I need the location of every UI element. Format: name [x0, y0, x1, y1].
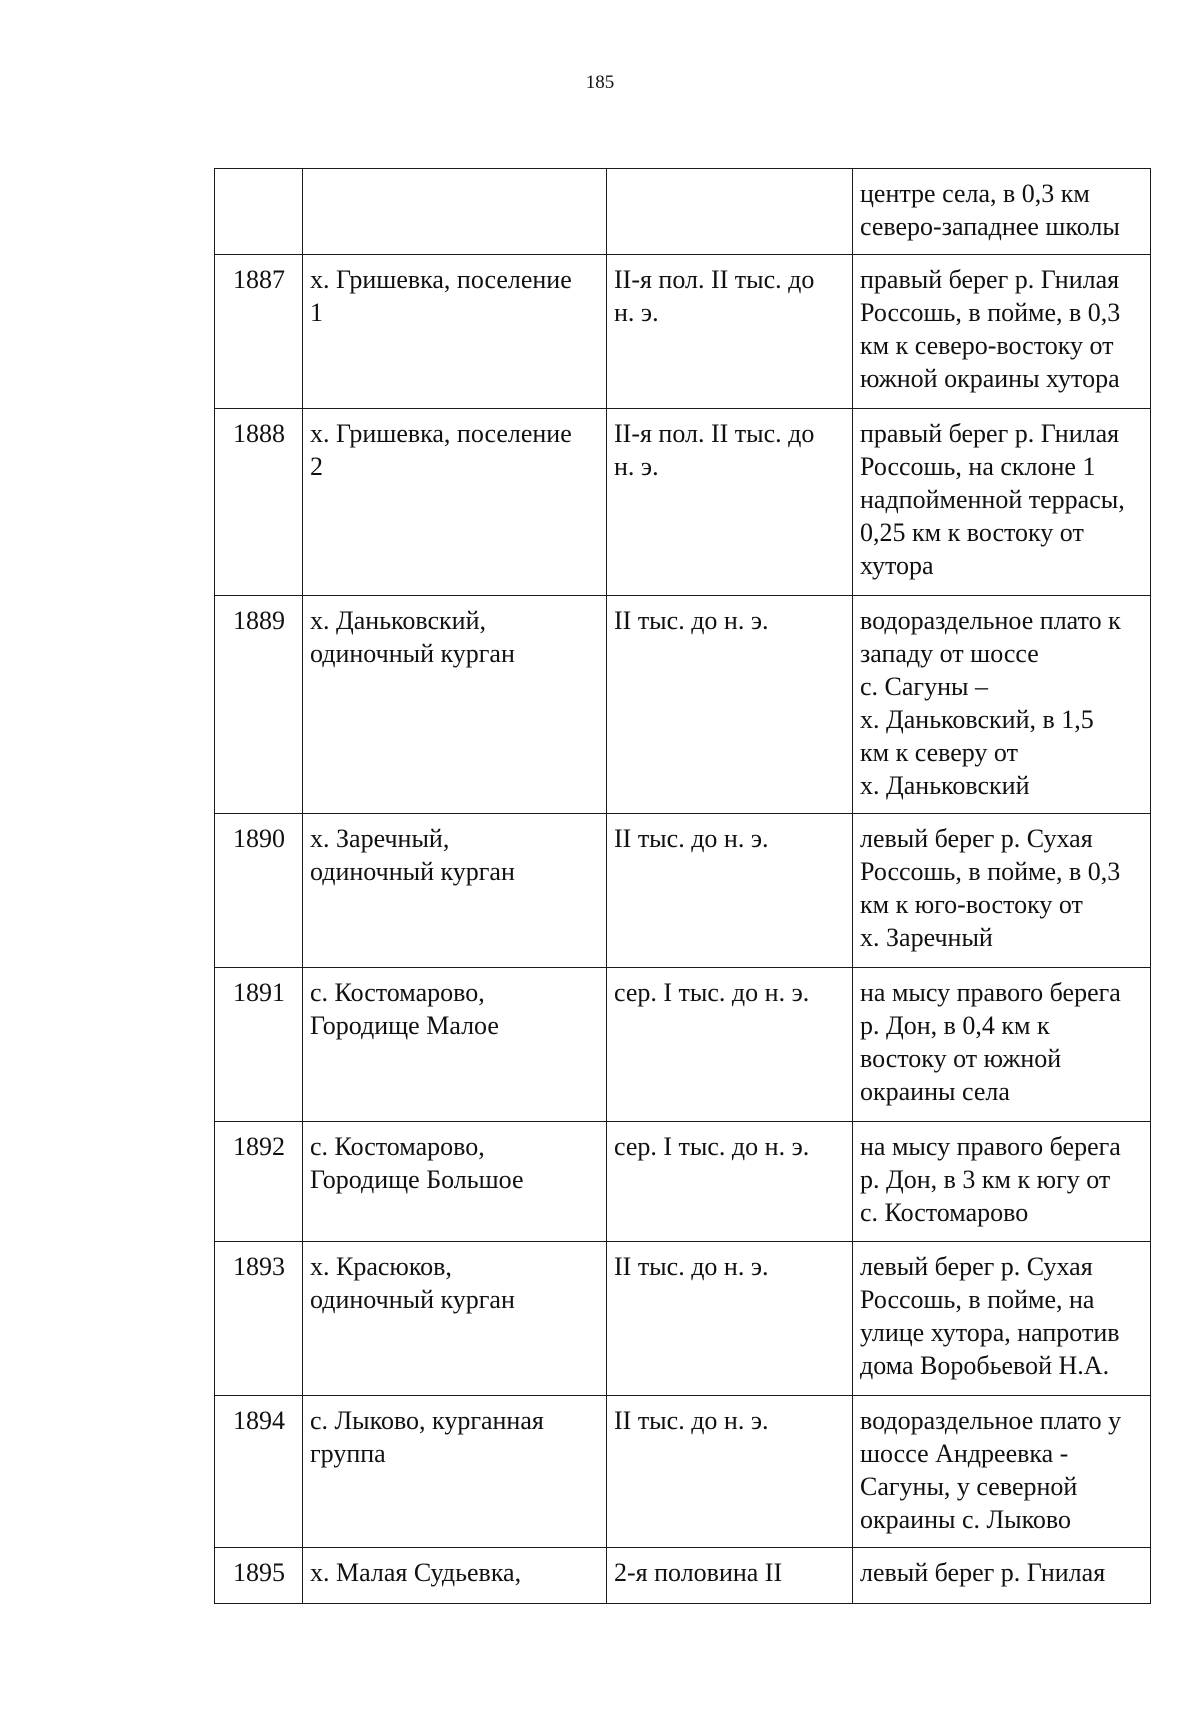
cell-site-name-line: 2 [310, 452, 323, 481]
cell-site-name-line: х. Малая Судьевка, [310, 1558, 522, 1587]
table-body [215, 169, 1151, 1604]
cell-location-line: водораздельное плато к [860, 606, 1121, 635]
cell-site-name-line: х. Заречный, [310, 824, 450, 853]
cell-number: 1894 [215, 1396, 303, 1548]
cell-location-line: дома Воробьевой Н.А. [860, 1351, 1110, 1380]
cell-site-name-line: с. Костомарово, [310, 1132, 485, 1161]
cell-location [853, 1122, 1151, 1242]
cell-location-line: км к северо-востоку от [860, 331, 1114, 360]
cell-site-name-line: с. Костомарово, [310, 978, 485, 1007]
table-row [215, 596, 1151, 814]
cell-number: 1888 [215, 409, 303, 596]
cell-location-line: на мысу правого берега [860, 978, 1121, 1007]
cell-dating [607, 596, 853, 814]
cell-location-line: окраины села [860, 1077, 1010, 1106]
cell-site-name-line: группа [310, 1439, 386, 1468]
cell-location [853, 968, 1151, 1122]
cell-location-line: западу от шоссе [860, 639, 1039, 668]
cell-site-name [303, 1242, 607, 1396]
cell-site-name [303, 814, 607, 968]
cell-dating [607, 968, 853, 1122]
cell-location-line: км к юго-востоку от [860, 890, 1083, 919]
cell-location-line: левый берег р. Сухая [860, 824, 1093, 853]
cell-site-name-line: х. Даньковский, [310, 606, 486, 635]
cell-site-name-line: одиночный курган [310, 1285, 515, 1314]
cell-number: 1891 [215, 968, 303, 1122]
cell-number: 1887 [215, 255, 303, 409]
cell-location-line: Россошь, в пойме, в 0,3 [860, 298, 1121, 327]
cell-dating-line: II-я пол. II тыс. до [614, 265, 815, 294]
cell-location-line: км к северу от [860, 738, 1018, 767]
cell-number: 1895 [215, 1548, 303, 1604]
cell-site-name [303, 255, 607, 409]
cell-location-line: хутора [860, 551, 934, 580]
cell-location-line: р. Дон, в 0,4 км к [860, 1011, 1050, 1040]
table-row [215, 1396, 1151, 1548]
cell-location-line: Россошь, в пойме, на [860, 1285, 1095, 1314]
cell-location [853, 814, 1151, 968]
page-number: 185 [585, 72, 615, 93]
cell-location-line: р. Дон, в 3 км к югу от [860, 1165, 1111, 1194]
cell-dating [607, 814, 853, 968]
cell-number: 1889 [215, 596, 303, 814]
cell-location [853, 1396, 1151, 1548]
cell-location-line: Сагуны, у северной [860, 1472, 1078, 1501]
cell-dating [607, 169, 853, 255]
cell-location-line: правый берег р. Гнилая [860, 265, 1120, 294]
cell-location [853, 255, 1151, 409]
cell-site-name-line: 1 [310, 298, 323, 327]
cell-dating-line: сер. I тыс. до н. э. [614, 978, 810, 1007]
cell-location-line: надпойменной террасы, [860, 485, 1125, 514]
cell-site-name-line: с. Лыково, курганная [310, 1406, 544, 1435]
table-row [215, 169, 1151, 255]
cell-dating-line: II тыс. до н. э. [614, 1406, 769, 1435]
cell-site-name-line: одиночный курган [310, 857, 515, 886]
cell-dating-line: 2-я половина II [614, 1558, 783, 1587]
cell-location [853, 596, 1151, 814]
cell-site-name [303, 409, 607, 596]
table-row [215, 814, 1151, 968]
cell-location-line: южной окраины хутора [860, 364, 1120, 393]
cell-site-name [303, 1122, 607, 1242]
cell-site-name-line: х. Красюков, [310, 1252, 452, 1281]
cell-dating [607, 1396, 853, 1548]
cell-dating [607, 1548, 853, 1604]
cell-location-line: 0,25 км к востоку от [860, 518, 1084, 547]
cell-location-line: шоссе Андреевка - [860, 1439, 1069, 1468]
cell-location-line: улице хутора, напротив [860, 1318, 1120, 1347]
cell-dating [607, 1242, 853, 1396]
cell-location-line: Россошь, в пойме, в 0,3 [860, 857, 1121, 886]
cell-site-name [303, 169, 607, 255]
cell-dating [607, 1122, 853, 1242]
table-row [215, 409, 1151, 596]
cell-location-line: х. Даньковский [860, 771, 1030, 800]
cell-location-line: на мысу правого берега [860, 1132, 1121, 1161]
cell-location-line: востоку от южной [860, 1044, 1062, 1073]
cell-dating-line: н. э. [614, 298, 659, 327]
cell-location-line: левый берег р. Сухая [860, 1252, 1093, 1281]
table-row [215, 255, 1151, 409]
cell-number: 1893 [215, 1242, 303, 1396]
cell-dating [607, 409, 853, 596]
cell-location-line: с. Костомарово [860, 1198, 1029, 1227]
cell-location-line: х. Заречный [860, 923, 993, 952]
cell-site-name-line: Городище Большое [310, 1165, 524, 1194]
table-row [215, 1122, 1151, 1242]
table-row [215, 1548, 1151, 1604]
cell-location-line: левый берег р. Гнилая [860, 1558, 1106, 1587]
cell-location [853, 1548, 1151, 1604]
cell-site-name [303, 968, 607, 1122]
cell-site-name [303, 1548, 607, 1604]
cell-site-name-line: х. Гришевка, поселение [310, 419, 572, 448]
cell-dating [607, 255, 853, 409]
cell-dating-line: II тыс. до н. э. [614, 606, 769, 635]
cell-site-name [303, 596, 607, 814]
cell-location [853, 1242, 1151, 1396]
cell-site-name-line: х. Гришевка, поселение [310, 265, 572, 294]
cell-location-line: правый берег р. Гнилая [860, 419, 1120, 448]
cell-location-line: окраины с. Лыково [860, 1505, 1072, 1534]
cell-dating-line: II-я пол. II тыс. до [614, 419, 815, 448]
cell-dating-line: сер. I тыс. до н. э. [614, 1132, 810, 1161]
cell-dating-line: II тыс. до н. э. [614, 824, 769, 853]
cell-dating-line: II тыс. до н. э. [614, 1252, 769, 1281]
cell-number [215, 169, 303, 255]
cell-location-line: с. Сагуны – [860, 672, 988, 701]
cell-location-line: водораздельное плато у [860, 1406, 1122, 1435]
cell-location [853, 409, 1151, 596]
table-row [215, 968, 1151, 1122]
cell-location-line: х. Даньковский, в 1,5 [860, 705, 1094, 734]
cell-number: 1890 [215, 814, 303, 968]
cell-location-line: центре села, в 0,3 км [860, 179, 1090, 208]
cell-dating-line: н. э. [614, 452, 659, 481]
cell-location-line: северо-западнее школы [860, 212, 1120, 241]
table-row [215, 1242, 1151, 1396]
cell-site-name-line: Городище Малое [310, 1011, 499, 1040]
cell-number: 1892 [215, 1122, 303, 1242]
cell-location-line: Россошь, на склоне 1 [860, 452, 1096, 481]
cell-location [853, 169, 1151, 255]
monuments-table [214, 168, 1151, 1604]
cell-site-name [303, 1396, 607, 1548]
cell-site-name-line: одиночный курган [310, 639, 515, 668]
